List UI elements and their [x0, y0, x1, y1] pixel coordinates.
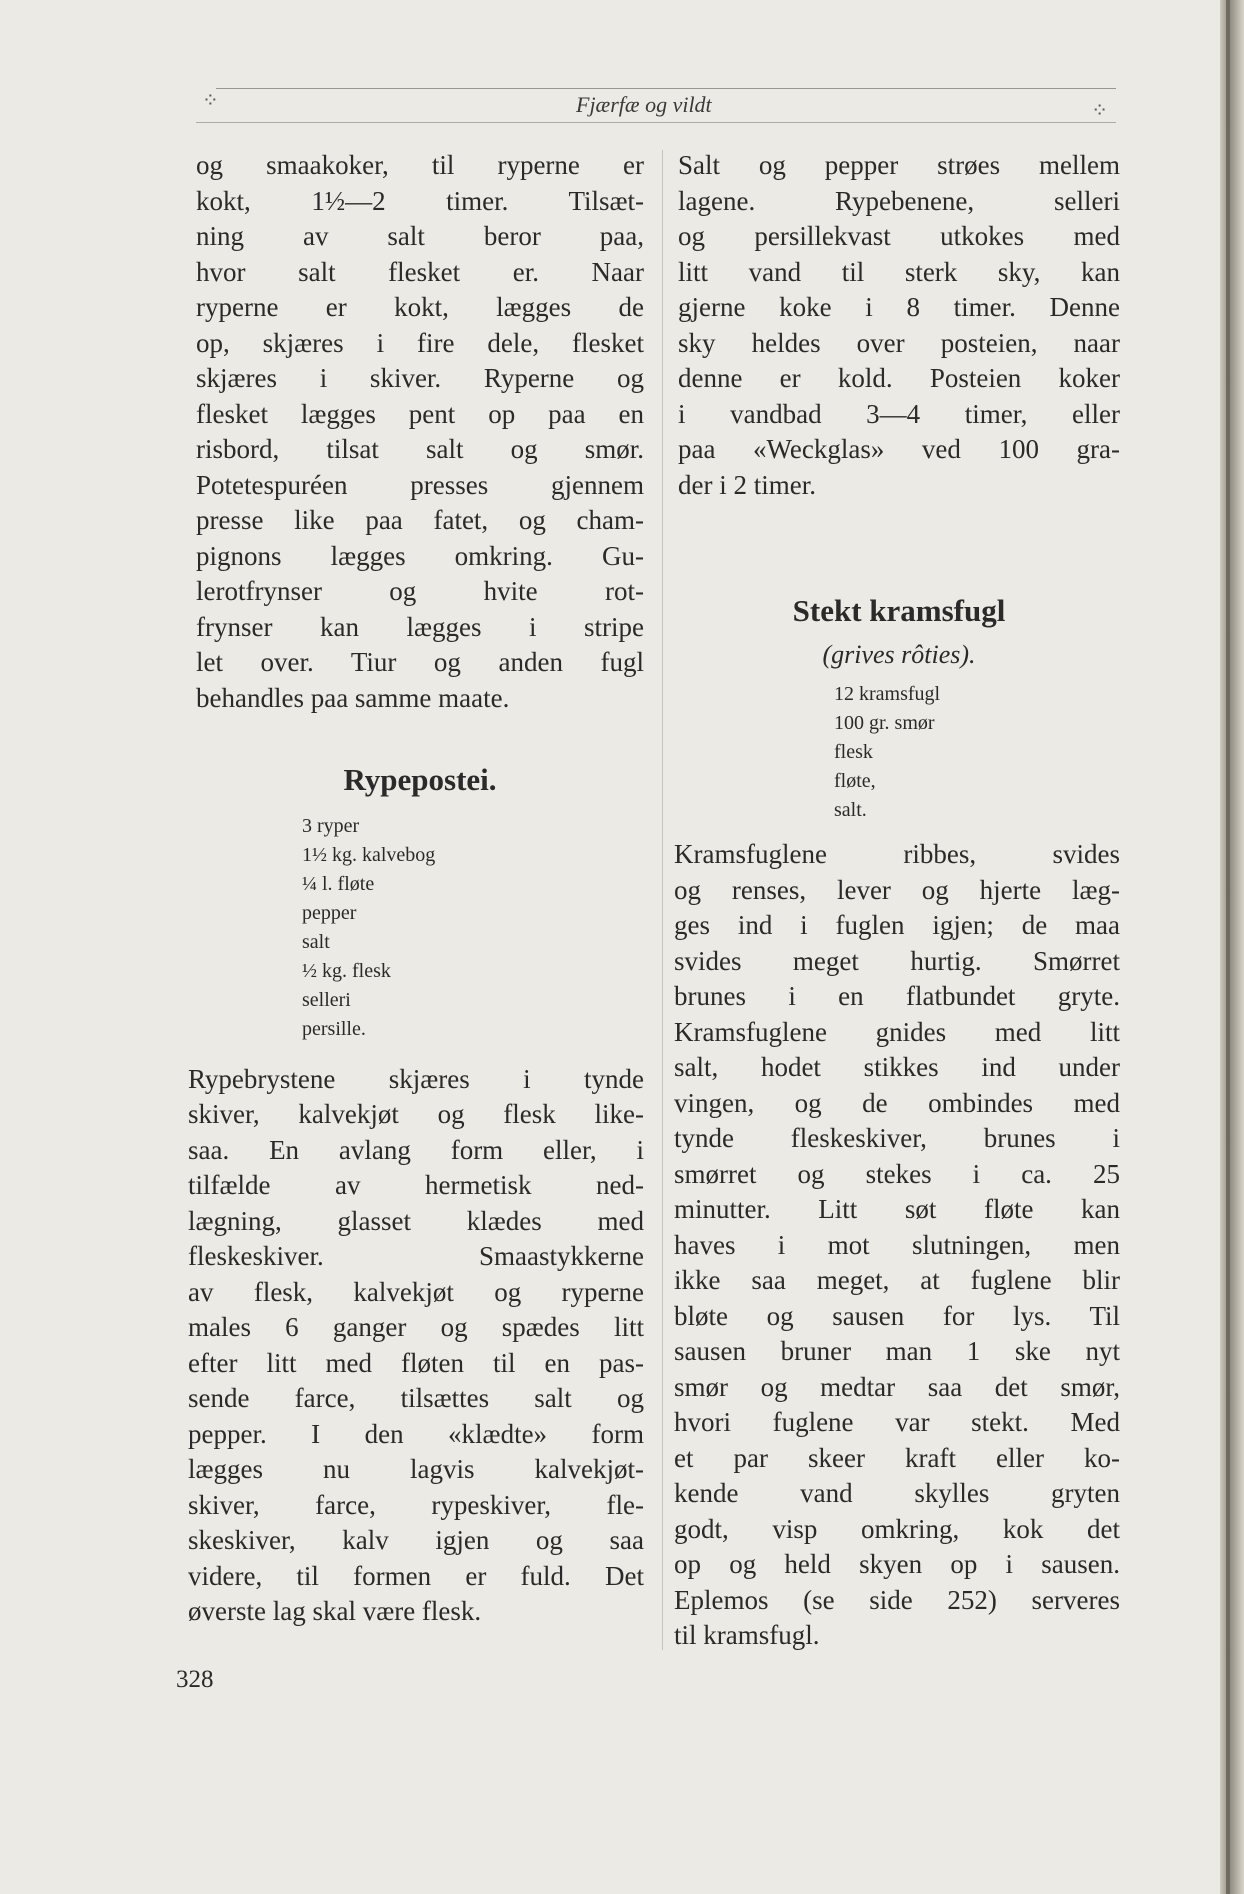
- ingredient-item: fløte,: [834, 770, 876, 792]
- ingredient-item: 3 ryper: [302, 814, 360, 837]
- text-line: let over. Tiur og anden fugl: [196, 647, 644, 677]
- text-line: sausen bruner man 1 ske nyt: [674, 1336, 1120, 1366]
- text-line: ges ind i fuglen igjen; de maa: [674, 910, 1120, 940]
- right-column: [674, 148, 1120, 1654]
- ingredient-item: 100 gr. smør: [834, 712, 935, 734]
- text-line: og smaakoker, til ryperne er: [196, 150, 644, 180]
- ingredient-list-kramsfugl: [834, 680, 1120, 825]
- text-line: op, skjæres i fire dele, flesket: [196, 327, 644, 358]
- text-line: males 6 ganger og spædes litt: [188, 1312, 644, 1342]
- text-line: tynde fleskeskiver, brunes i: [674, 1123, 1120, 1153]
- text-line: Kramsfuglene gnides med litt: [674, 1016, 1120, 1047]
- header-rule-top: [216, 88, 1116, 89]
- text-line: vingen, og de ombindes med: [674, 1087, 1120, 1118]
- text-line: tilfælde av hermetisk ned-: [188, 1170, 644, 1200]
- left-column: [188, 148, 644, 1630]
- text-line: hvor salt flesket er. Naar: [196, 256, 644, 287]
- text-line: lægning, glasset klædes med: [188, 1205, 644, 1236]
- text-line: skiver, farce, rypeskiver, fle-: [188, 1489, 644, 1520]
- text-line: til kramsfugl.: [674, 1620, 820, 1650]
- text-line: svides meget hurtig. Smørret: [674, 945, 1120, 976]
- text-line: og persillekvast utkokes med: [678, 221, 1120, 251]
- column-divider: [662, 150, 663, 1650]
- text-line: smørret og stekes i ca. 25: [674, 1158, 1120, 1189]
- text-line: videre, til formen er fuld. Det: [188, 1560, 644, 1591]
- text-line: behandles paa samme maate.: [196, 682, 510, 713]
- text-line: sende farce, tilsættes salt og: [188, 1383, 644, 1413]
- text-line: haves i mot slutningen, men: [674, 1229, 1120, 1260]
- text-line: Rypebrystene skjæres i tynde: [188, 1063, 644, 1094]
- text-line: sky heldes over posteien, naar: [678, 327, 1120, 358]
- text-line: denne er kold. Posteien koker: [678, 363, 1120, 393]
- text-line: litt vand til sterk sky, kan: [678, 256, 1120, 287]
- text-line: pepper. I den «klædte» form: [188, 1418, 644, 1449]
- ingredient-item: ¼ l. fløte: [302, 872, 375, 895]
- page-edge-line: [1226, 0, 1230, 1894]
- text-line: godt, visp omkring, kok det: [674, 1513, 1120, 1544]
- ingredient-item: pepper: [302, 901, 357, 924]
- text-line: der i 2 timer.: [678, 469, 816, 500]
- running-title: Fjærfæ og vildt: [576, 92, 712, 117]
- text-line: pignons lægges omkring. Gu-: [196, 540, 644, 571]
- recipe-title-kramsfugl: Stekt kramsfugl: [792, 593, 1006, 628]
- text-line: ikke saa meget, at fuglene blir: [674, 1265, 1120, 1295]
- text-line: presse like paa fatet, og cham-: [196, 505, 644, 535]
- ingredient-item: 12 kramsfugl: [834, 683, 941, 705]
- right-method-paragraph: [674, 837, 1120, 1654]
- text-line: Potetespuréen presses gjennem: [196, 469, 644, 500]
- text-line: av flesk, kalvekjøt og ryperne: [188, 1276, 644, 1307]
- text-line: og renses, lever og hjerte læg-: [674, 874, 1120, 905]
- text-line: kende vand skylles gryten: [674, 1478, 1120, 1508]
- running-header: [196, 88, 1116, 124]
- text-line: saa. En avlang form eller, i: [188, 1134, 644, 1165]
- text-line: ning av salt beror paa,: [196, 221, 644, 251]
- text-line: i vandbad 3—4 timer, eller: [678, 398, 1120, 429]
- text-line: op og held skyen op i sausen.: [674, 1549, 1120, 1579]
- text-line: et par skeer kraft eller ko-: [674, 1442, 1120, 1473]
- text-line: salt, hodet stikkes ind under: [674, 1052, 1120, 1082]
- text-line: ryperne er kokt, lægges de: [196, 292, 644, 322]
- ingredient-item: persille.: [302, 1017, 366, 1040]
- text-line: risbord, tilsat salt og smør.: [196, 434, 644, 464]
- header-rule-bottom: [196, 122, 1116, 123]
- text-line: lerotfrynser og hvite rot-: [196, 576, 644, 606]
- recipe-title-rypepostei: Rypepostei.: [343, 762, 497, 797]
- text-line: øverste lag skal være flesk.: [188, 1596, 482, 1626]
- text-line: brunes i en flatbundet gryte.: [674, 981, 1120, 1011]
- text-line: gjerne koke i 8 timer. Denne: [678, 292, 1120, 322]
- text-line: minutter. Litt søt fløte kan: [674, 1194, 1120, 1224]
- text-line: kokt, 1½—2 timer. Tilsæt-: [196, 185, 644, 216]
- ingredient-item: salt.: [834, 799, 867, 821]
- text-line: skeskiver, kalv igjen og saa: [188, 1525, 644, 1555]
- ornament-right-icon: ⁘: [1091, 98, 1108, 122]
- text-line: Kramsfuglene ribbes, svides: [674, 839, 1120, 869]
- text-line: fleskeskiver. Smaastykkerne: [188, 1241, 644, 1271]
- ornament-left-icon: ⁘: [202, 88, 219, 112]
- text-line: paa «Weckglas» ved 100 gra-: [678, 434, 1120, 464]
- page-edge: [1220, 0, 1244, 1894]
- text-line: skiver, kalvekjøt og flesk like-: [188, 1099, 644, 1129]
- text-line: lægges nu lagvis kalvekjøt-: [188, 1454, 644, 1484]
- ingredient-item: selleri: [302, 988, 351, 1011]
- left-intro-paragraph: [196, 148, 644, 716]
- text-line: efter litt med fløten til en pas-: [188, 1347, 644, 1378]
- page-number: 328: [176, 1666, 214, 1693]
- text-line: skjæres i skiver. Ryperne og: [196, 363, 644, 393]
- text-line: Eplemos (se side 252) serveres: [674, 1584, 1120, 1615]
- recipe-subtitle-kramsfugl: (grives rôties).: [822, 639, 976, 669]
- left-method-paragraph: [188, 1062, 644, 1630]
- ingredient-item: salt: [302, 930, 330, 953]
- ingredient-item: ½ kg. flesk: [302, 959, 391, 982]
- right-intro-paragraph: [678, 148, 1120, 503]
- ingredient-list-rypepostei: [302, 812, 644, 1044]
- text-line: hvori fuglene var stekt. Med: [674, 1407, 1120, 1437]
- ingredient-item: flesk: [834, 741, 873, 763]
- text-line: smør og medtar saa det smør,: [674, 1371, 1120, 1402]
- ingredient-item: 1½ kg. kalvebog: [302, 843, 436, 866]
- text-line: lagene. Rypebenene, selleri: [678, 185, 1120, 216]
- text-line: flesket lægges pent op paa en: [196, 398, 644, 429]
- text-line: Salt og pepper strøes mellem: [678, 150, 1120, 180]
- text-line: bløte og sausen for lys. Til: [674, 1300, 1120, 1331]
- text-line: frynser kan lægges i stripe: [196, 611, 644, 642]
